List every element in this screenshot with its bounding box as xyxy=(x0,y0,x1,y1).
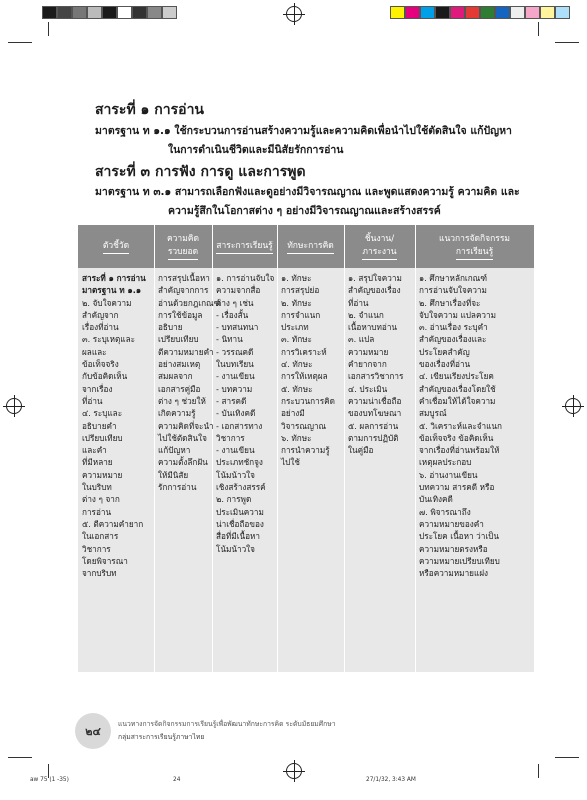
cell-line: จับใจความ แปลความ xyxy=(419,309,497,320)
cell-line: โน้มน้าวใจ xyxy=(216,469,255,480)
crop-mark xyxy=(48,764,49,778)
cell-line: ๓. อ่านเรื่อง ระบุคำ xyxy=(419,322,488,333)
cell-line: ๖. อ่านงานเขียน xyxy=(419,469,478,480)
color-swatch xyxy=(147,6,162,19)
column-divider xyxy=(415,225,416,672)
cell-line: ข้อเท็จจริง xyxy=(82,359,119,370)
cell-line: ความหมายตรงหรือ xyxy=(419,543,488,554)
cell-line: คำยากจาก xyxy=(348,359,387,370)
registration-mark-top-icon xyxy=(286,6,302,22)
cell-line: โน้มน้าวใจ xyxy=(216,543,255,554)
cell-line: - เรื่องสั้น xyxy=(216,309,249,320)
column-divider xyxy=(277,225,278,672)
cell-line: รักการอ่าน xyxy=(158,482,197,493)
cell-line: การนำความรู้ xyxy=(281,445,330,456)
cell-line: สาระที่ ๑ การอ่าน xyxy=(82,273,146,283)
crop-mark xyxy=(48,22,49,36)
standard-3-1 xyxy=(95,183,520,221)
cell-line: ความน่าเชื่อถือ xyxy=(348,395,402,406)
cell-line: ความคิดที่จะนำ xyxy=(158,420,214,431)
cell-line: ของเรื่องที่อ่าน xyxy=(419,359,471,370)
color-swatch xyxy=(510,6,525,19)
heading-strand-3: สาระที่ ๓ การฟัง การดู และการพูด xyxy=(95,164,306,180)
slug-page: 24 xyxy=(173,777,181,783)
cell-line: ๒. ศึกษาเรื่องที่จะ xyxy=(419,297,481,308)
color-swatch xyxy=(420,6,435,19)
cell-line: เปรียบเทียบ xyxy=(82,432,123,443)
cell-line: ความหมาย xyxy=(82,469,123,480)
cell-line: วิชาการ xyxy=(82,543,111,554)
cell-line: หรือความหมายแฝง xyxy=(419,568,489,579)
cell-line: กับข้อคิดเห็น xyxy=(82,371,128,382)
cell-line: จากบริบท xyxy=(82,568,117,579)
cell-line: ในบริบท xyxy=(82,482,112,493)
heading-strand-1: สาระที่ ๑ การอ่าน xyxy=(95,102,205,118)
header-concept: ความคิด รวบยอด xyxy=(154,225,212,268)
cell-line: - สารคดี xyxy=(216,395,247,406)
header-tasks: ชิ้นงาน/ ภาระงาน xyxy=(344,225,415,268)
cell-line: ๑. การอ่านจับใจ xyxy=(216,273,275,283)
cell-line: ๓. ทักษะ xyxy=(281,334,312,345)
cell-line: คำเชื่อมให้ได้ใจความ xyxy=(419,395,496,406)
cell-line: ๓. แปล xyxy=(348,334,375,345)
cell-line: อย่างมี xyxy=(281,408,305,419)
cell-line: ที่อ่าน xyxy=(348,297,369,308)
registration-mark-right-icon xyxy=(565,398,581,414)
cell-line: - บทสนทนา xyxy=(216,322,259,333)
cell-line: ประเภทชักจูง xyxy=(216,457,263,468)
cell-line: ประเภท xyxy=(281,322,309,333)
cell-line: วิชาการ xyxy=(216,432,245,443)
cell-line: ๔. ประเมิน xyxy=(348,383,388,394)
color-swatch xyxy=(555,6,570,19)
standard-1-1-line2: ในการดำเนินชีวิตและมีนิสัยรักการอ่าน xyxy=(168,144,344,156)
cell-line: เนื้อหาบทอ่าน xyxy=(348,322,398,333)
cell-line: ๒. จำแนก xyxy=(348,309,384,320)
cell-line: การอ่าน xyxy=(82,506,112,517)
cell-line: ประโยคสำคัญ xyxy=(419,346,470,357)
cell-line: ตามการปฏิบัติ xyxy=(348,432,399,443)
cell-line: - บันเทิงคดี xyxy=(216,408,256,419)
cell-line: ๑. สรุปใจความ xyxy=(348,273,402,283)
cell-line: ความหมายเปรียบเทียบ xyxy=(419,555,500,566)
cell-line: สำคัญจากการ xyxy=(158,285,209,296)
cell-line: บันเทิงคดี xyxy=(419,494,453,505)
color-swatch xyxy=(465,6,480,19)
cell-line: การสรุปเนื้อหา xyxy=(158,273,210,283)
cell-line: - บทความ xyxy=(216,383,253,394)
crop-mark xyxy=(555,757,579,758)
cell-line: การจำแนก xyxy=(281,309,321,320)
standard-3-1-line2: ความรู้สึกในโอกาสต่าง ๆ อย่างมีวิจารณญาณและสร้างสรรค์ xyxy=(168,205,441,217)
cell-line: ในบทเรียน xyxy=(216,359,254,370)
crop-mark xyxy=(538,22,539,36)
cell-line: น่าเชื่อถือของ xyxy=(216,518,264,529)
cell-line: - วรรณคดี xyxy=(216,346,254,357)
slug-timestamp: 27/1/32, 3:43 AM xyxy=(366,777,416,783)
cell-line: ข้อเท็จจริง ข้อคิดเห็น xyxy=(419,432,494,443)
cell-line: การใช้ข้อมูล xyxy=(158,309,203,320)
cell-line: ประเมินความ xyxy=(216,506,264,517)
cell-line: เหตุผลประกอบ xyxy=(419,457,472,468)
cell-line: ตีความหมายคำ xyxy=(158,346,214,357)
cell-line: ๕. วิเคราะห์และจำแนก xyxy=(419,420,502,431)
cell-line: - นิทาน xyxy=(216,334,243,345)
column-concept xyxy=(158,272,220,493)
cell-line: ๖. ทักษะ xyxy=(281,432,312,443)
crop-mark xyxy=(8,757,32,758)
cell-line: ประโยค เนื้อหา ว่าเป็น xyxy=(419,531,499,542)
color-swatch xyxy=(480,6,495,19)
cell-line: ๒. การพูด xyxy=(216,494,252,505)
cell-line: ต่าง ๆ เช่น xyxy=(216,297,254,308)
cell-line: ที่มีหลาย xyxy=(82,457,113,468)
color-swatch xyxy=(450,6,465,19)
cell-line: ที่อ่าน xyxy=(82,395,103,406)
cell-line: ๕. ทักษะ xyxy=(281,383,313,394)
cell-line: ๕. ผลการอ่าน xyxy=(348,420,399,431)
cell-line: การสรุปย่อ xyxy=(281,285,320,296)
cell-line: อ่านด้วยกฎเกณฑ์ xyxy=(158,297,221,308)
registration-mark-left-icon xyxy=(6,398,22,414)
column-tasks xyxy=(348,272,403,456)
header-learning-content: สาระการเรียนรู้ xyxy=(212,225,277,268)
column-activities xyxy=(419,272,502,579)
cell-line: ในเอกสาร xyxy=(82,531,119,542)
cell-line: ๒. จับใจความ xyxy=(82,297,132,308)
cell-line: ต่าง ๆ ช่วยให้ xyxy=(158,395,206,406)
cell-line: ๔. ทักษะ xyxy=(281,359,313,370)
cell-line: ๓. ระบุเหตุและ xyxy=(82,334,135,345)
header-activities: แนวการจัดกิจกรรม การเรียนรู้ xyxy=(415,225,534,268)
cell-line: ๑. ศึกษาหลักเกณฑ์ xyxy=(419,273,488,283)
cell-line: การให้เหตุผล xyxy=(281,371,328,382)
color-swatch xyxy=(42,6,57,19)
header-thinking-skills: ทักษะการคิด xyxy=(277,225,344,268)
cell-line: ๔. ระบุและ xyxy=(82,408,123,419)
cell-line: เกิดความรู้ xyxy=(158,408,196,419)
color-swatch xyxy=(540,6,555,19)
cell-line: ความตั้งลึกฝัน xyxy=(158,457,208,468)
cell-line: ความหมาย xyxy=(348,346,389,357)
standard-1-1 xyxy=(95,122,512,160)
column-thinking-skills xyxy=(281,272,335,469)
cell-line: โดยพิจารณา xyxy=(82,555,128,566)
color-swatch xyxy=(390,6,405,19)
color-swatch xyxy=(102,6,117,19)
cell-line: ให้มีนิสัย xyxy=(158,469,189,480)
column-divider xyxy=(344,225,345,672)
color-swatch xyxy=(162,6,177,19)
column-divider xyxy=(154,225,155,672)
footer-book-title: แนวทางการจัดกิจกรรมการเรียนรู้เพื่อพัฒนาทักษะการคิด ระดับมัธยมศึกษา xyxy=(118,720,336,728)
cell-line: ความหมายของคำ xyxy=(419,518,484,529)
color-swatch xyxy=(72,6,87,19)
cell-line: อย่างสมเหตุ xyxy=(158,359,201,370)
cell-line: เอกสารคู่มือ xyxy=(158,383,201,394)
cell-line: สำคัญจาก xyxy=(82,309,119,320)
crop-mark xyxy=(555,42,579,43)
curriculum-table xyxy=(78,225,534,672)
crop-mark xyxy=(538,764,539,778)
header-indicators: ตัวชี้วัด xyxy=(78,225,154,268)
cell-line: มาตรฐาน ท ๑.๑ xyxy=(82,285,142,296)
cell-line: สื่อที่มีเนื้อหา xyxy=(216,531,261,542)
cell-line: ไปใช้ตัดสินใจ xyxy=(158,432,207,443)
color-swatch xyxy=(87,6,102,19)
color-swatch xyxy=(57,6,72,19)
page-number-badge: ๒๔ xyxy=(75,713,111,749)
cell-line: ๔. เขียนเรียงประโยค xyxy=(419,371,494,382)
cell-line: สำคัญของเรื่อง xyxy=(348,285,401,296)
footer-subject: กลุ่มสาระการเรียนรู้ภาษาไทย xyxy=(118,733,205,741)
color-swatch xyxy=(405,6,420,19)
color-swatch xyxy=(495,6,510,19)
cell-line: สำคัญของเรื่องและ xyxy=(419,334,487,345)
column-indicators xyxy=(82,272,146,579)
cell-line: จากเรื่องที่อ่านพร้อมให้ xyxy=(419,445,500,456)
cell-line: ต่าง ๆ จาก xyxy=(82,494,120,505)
cell-line: สมผลจาก xyxy=(158,371,193,382)
cell-line: ของบทโฆษณา xyxy=(348,408,402,419)
color-swatch xyxy=(435,6,450,19)
cell-line: แก้ปัญหา xyxy=(158,445,191,456)
cell-line: - งานเขียน xyxy=(216,445,255,456)
cell-line: สำคัญของเรื่องโดยใช้ xyxy=(419,383,496,394)
cell-line: อธิบายคำ xyxy=(82,420,117,431)
cell-line: วิจารณญาณ xyxy=(281,420,327,431)
cell-line: ผลและ xyxy=(82,346,107,357)
standard-1-1-line1: มาตรฐาน ท ๑.๑ ใช้กระบวนการอ่านสร้างความรู้และความคิดเพื่อนำไปใช้ตัดสินใจ แก้ปัญหา xyxy=(95,125,512,137)
cell-line: กระบวนการคิด xyxy=(281,395,335,406)
gray-swatch-strip xyxy=(42,6,177,19)
cell-line: การอ่านจับใจความ xyxy=(419,285,487,296)
cell-line: ๒. ทักษะ xyxy=(281,297,312,308)
cell-line: และคำ xyxy=(82,445,107,456)
cell-line: - เอกสารทาง xyxy=(216,420,263,431)
cell-line: อธิบาย xyxy=(158,322,183,333)
cell-line: - งานเขียน xyxy=(216,371,255,382)
color-swatch-strip xyxy=(390,6,570,19)
cell-line: ๗. พิจารณาถึง xyxy=(419,506,471,517)
color-swatch xyxy=(117,6,132,19)
standard-3-1-line1: มาตรฐาน ท ๓.๑ สามารถเลือกฟังและดูอย่างมีวิจารณญาณ และพูดแสดงความรู้ ความคิด และ xyxy=(95,186,520,198)
cell-line: สมบูรณ์ xyxy=(419,408,447,419)
cell-line: เอกสารวิชาการ xyxy=(348,371,404,382)
color-swatch xyxy=(132,6,147,19)
cell-line: ๑. ทักษะ xyxy=(281,273,312,283)
registration-mark-bottom-icon xyxy=(286,763,302,779)
cell-line: เปรียบเทียบ xyxy=(158,334,199,345)
cell-line: เรื่องที่อ่าน xyxy=(82,322,119,333)
column-learning-content xyxy=(216,272,274,555)
slug-file: aw 75 (1 -35) xyxy=(30,777,69,783)
cell-line: บทความ สารคดี หรือ xyxy=(419,482,495,493)
cell-line: ในคู่มือ xyxy=(348,445,374,456)
cell-line: ความจากสื่อ xyxy=(216,285,261,296)
cell-line: ๕. ตีความคำยาก xyxy=(82,518,144,529)
crop-mark xyxy=(8,42,32,43)
color-swatch xyxy=(525,6,540,19)
cell-line: การวิเคราะห์ xyxy=(281,346,327,357)
cell-line: เชิงสร้างสรรค์ xyxy=(216,482,266,493)
cell-line: ไปใช้ xyxy=(281,457,300,468)
cell-line: จากเรื่อง xyxy=(82,383,113,394)
